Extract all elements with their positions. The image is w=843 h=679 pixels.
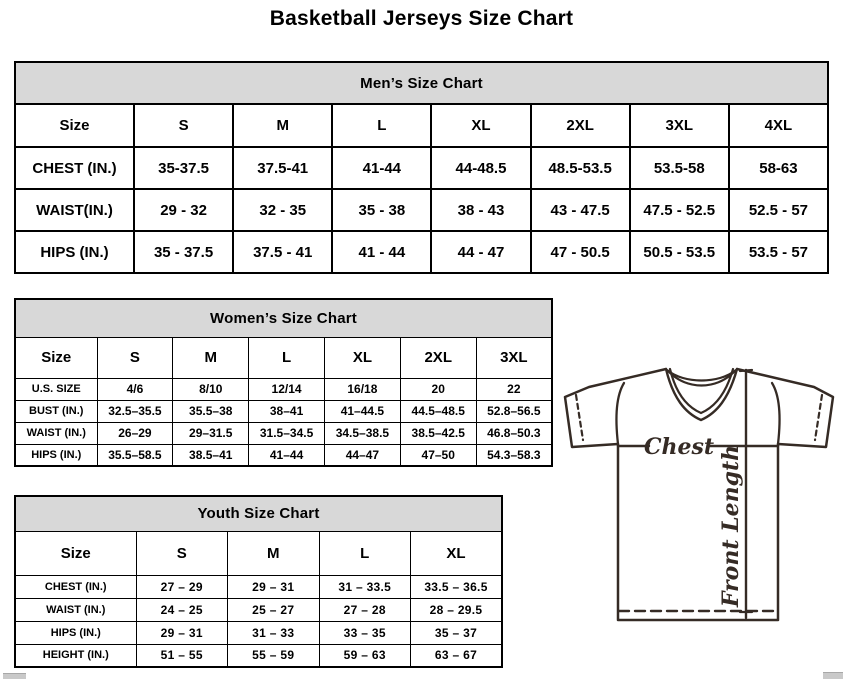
column-header: 3XL — [630, 104, 729, 147]
table-cell: 37.5 - 41 — [233, 231, 332, 273]
table-cell: 47–50 — [400, 444, 476, 466]
size-header-label: Size — [15, 337, 97, 378]
row-label: U.S. SIZE — [15, 378, 97, 400]
column-header: 2XL — [400, 337, 476, 378]
table-cell: 27 – 28 — [319, 598, 411, 621]
collar-inner-v — [670, 369, 733, 413]
right-cuff-dashed-line — [815, 395, 822, 440]
table-cell: 20 — [400, 378, 476, 400]
column-header: 2XL — [531, 104, 630, 147]
size-header-label: Size — [15, 531, 136, 575]
table-cell: 16/18 — [324, 378, 400, 400]
cropped-ui-fragment-left — [3, 673, 26, 679]
collar-back-arc-2 — [669, 372, 734, 386]
table-cell: 48.5-53.5 — [531, 147, 630, 189]
table-cell: 41–44.5 — [324, 400, 400, 422]
table-cell: 46.8–50.3 — [476, 422, 552, 444]
chart-title-row — [15, 299, 552, 337]
row-label: WAIST (IN.) — [15, 598, 136, 621]
table-cell: 41–44 — [249, 444, 325, 466]
column-header: S — [134, 104, 233, 147]
table-row — [15, 147, 828, 189]
row-label: CHEST (IN.) — [15, 147, 134, 189]
table-cell: 47.5 - 52.5 — [630, 189, 729, 231]
womens-size-chart-table — [14, 298, 553, 467]
chart-title: Youth Size Chart — [15, 496, 502, 531]
table-row — [15, 189, 828, 231]
column-header: XL — [411, 531, 503, 575]
table-cell: 55 – 59 — [228, 644, 320, 667]
table-cell: 33 – 35 — [319, 621, 411, 644]
table-cell: 12/14 — [249, 378, 325, 400]
table-cell: 58-63 — [729, 147, 828, 189]
table-cell: 29 - 32 — [134, 189, 233, 231]
front-length-top-tick — [740, 370, 752, 371]
table-cell: 38.5–41 — [173, 444, 249, 466]
table-cell: 8/10 — [173, 378, 249, 400]
column-header: M — [173, 337, 249, 378]
row-label: BUST (IN.) — [15, 400, 97, 422]
column-header: L — [249, 337, 325, 378]
column-header: L — [319, 531, 411, 575]
table-row — [15, 575, 502, 598]
table-cell: 32 - 35 — [233, 189, 332, 231]
table-cell: 47 - 50.5 — [531, 231, 630, 273]
table-cell: 35 - 38 — [332, 189, 431, 231]
table-cell: 35 - 37.5 — [134, 231, 233, 273]
row-label: HEIGHT (IN.) — [15, 644, 136, 667]
table-cell: 44–47 — [324, 444, 400, 466]
table-cell: 54.3–58.3 — [476, 444, 552, 466]
jersey-outline — [565, 369, 833, 620]
table-cell: 33.5 – 36.5 — [411, 575, 503, 598]
row-label: WAIST(IN.) — [15, 189, 134, 231]
table-cell: 38.5–42.5 — [400, 422, 476, 444]
row-label: HIPS (IN.) — [15, 444, 97, 466]
table-row — [15, 621, 502, 644]
table-row — [15, 644, 502, 667]
table-cell: 31 – 33 — [228, 621, 320, 644]
size-header-label: Size — [15, 104, 134, 147]
table-cell: 41 - 44 — [332, 231, 431, 273]
chart-title-row — [15, 62, 828, 104]
table-cell: 44.5–48.5 — [400, 400, 476, 422]
youth-size-chart-table — [14, 495, 503, 668]
chart-title-row — [15, 496, 502, 531]
table-row — [15, 231, 828, 273]
table-cell: 34.5–38.5 — [324, 422, 400, 444]
column-header: 3XL — [476, 337, 552, 378]
table-cell: 31 – 33.5 — [319, 575, 411, 598]
table-cell: 26–29 — [97, 422, 173, 444]
table-cell: 63 – 67 — [411, 644, 503, 667]
column-header: L — [332, 104, 431, 147]
column-header: 4XL — [729, 104, 828, 147]
left-armhole-seam — [616, 383, 624, 444]
table-cell: 43 - 47.5 — [531, 189, 630, 231]
table-cell: 29–31.5 — [173, 422, 249, 444]
table-row — [15, 400, 552, 422]
column-header: XL — [324, 337, 400, 378]
chart-title: Women’s Size Chart — [15, 299, 552, 337]
jersey-measurement-diagram — [556, 356, 842, 642]
table-cell: 50.5 - 53.5 — [630, 231, 729, 273]
table-cell: 59 – 63 — [319, 644, 411, 667]
size-header-row — [15, 337, 552, 378]
size-header-row — [15, 531, 502, 575]
table-cell: 38 - 43 — [431, 189, 530, 231]
table-cell: 44-48.5 — [431, 147, 530, 189]
row-label: HIPS (IN.) — [15, 621, 136, 644]
table-cell: 28 – 29.5 — [411, 598, 503, 621]
table-cell: 29 – 31 — [228, 575, 320, 598]
table-cell: 22 — [476, 378, 552, 400]
row-label: WAIST (IN.) — [15, 422, 97, 444]
row-label: CHEST (IN.) — [15, 575, 136, 598]
table-cell: 25 – 27 — [228, 598, 320, 621]
chest-label: Chest — [643, 434, 715, 460]
table-row — [15, 444, 552, 466]
table-cell: 35.5–38 — [173, 400, 249, 422]
column-header: S — [136, 531, 228, 575]
table-cell: 31.5–34.5 — [249, 422, 325, 444]
table-cell: 35-37.5 — [134, 147, 233, 189]
table-row — [15, 422, 552, 444]
table-row — [15, 598, 502, 621]
table-cell: 51 – 55 — [136, 644, 228, 667]
left-cuff-dashed-line — [576, 395, 583, 440]
page-title: Basketball Jerseys Size Chart — [269, 7, 574, 30]
table-cell: 24 – 25 — [136, 598, 228, 621]
column-header: S — [97, 337, 173, 378]
table-cell: 35 – 37 — [411, 621, 503, 644]
right-armhole-seam — [772, 383, 780, 444]
table-cell: 4/6 — [97, 378, 173, 400]
table-cell: 35.5–58.5 — [97, 444, 173, 466]
column-header: XL — [431, 104, 530, 147]
table-cell: 27 – 29 — [136, 575, 228, 598]
front-length-label: Front Length — [718, 444, 744, 608]
size-header-row — [15, 104, 828, 147]
table-cell: 53.5 - 57 — [729, 231, 828, 273]
column-header: M — [233, 104, 332, 147]
column-header: M — [228, 531, 320, 575]
table-cell: 29 – 31 — [136, 621, 228, 644]
table-cell: 41-44 — [332, 147, 431, 189]
table-cell: 37.5-41 — [233, 147, 332, 189]
table-cell: 52.5 - 57 — [729, 189, 828, 231]
table-row — [15, 378, 552, 400]
table-cell: 38–41 — [249, 400, 325, 422]
table-cell: 44 - 47 — [431, 231, 530, 273]
cropped-ui-fragment-right — [823, 672, 843, 679]
row-label: HIPS (IN.) — [15, 231, 134, 273]
table-cell: 32.5–35.5 — [97, 400, 173, 422]
chart-title: Men’s Size Chart — [15, 62, 828, 104]
table-cell: 53.5-58 — [630, 147, 729, 189]
mens-size-chart-table — [14, 61, 829, 274]
table-cell: 52.8–56.5 — [476, 400, 552, 422]
